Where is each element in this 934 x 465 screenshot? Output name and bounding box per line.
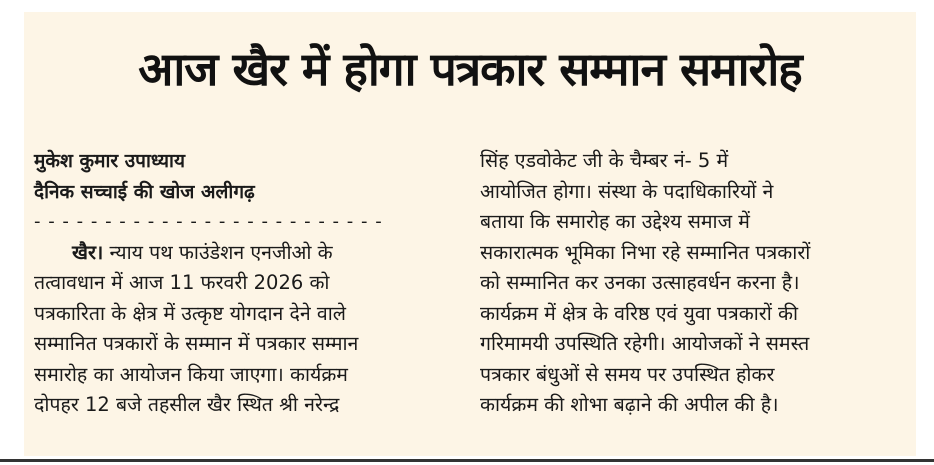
article-line: कार्यक्रम की शोभा बढ़ाने की अपील की है। — [480, 393, 779, 416]
article-line: तत्वावधान में आज 11 फरवरी 2026 को — [34, 271, 330, 294]
news-clipping — [24, 12, 916, 456]
article-line — [34, 238, 459, 269]
bottom-rule — [0, 459, 934, 462]
byline-separator: - - - - - - - - - - - - - - - - - - - - - - - - - — [34, 211, 383, 232]
dateline: खैर। — [72, 240, 104, 264]
article-line: सिंह एडवोकेट जी के चैम्बर नं- 5 में — [480, 149, 729, 172]
article-line: पत्रकारिता के क्षेत्र में उत्कृष्ट योगदान देने वाले — [34, 301, 347, 325]
article-line-text: न्याय पथ फाउंडेशन एनजीओ के — [109, 240, 333, 264]
article-line: दोपहर 12 बजे तहसील खैर स्थित श्री नरेन्द्र — [34, 393, 340, 416]
article-line: को सम्मानित कर उनका उत्साहवर्धन करना है। — [480, 271, 800, 294]
article-line: सकारात्मक भूमिका निभा रहे सम्मानित पत्रकारों — [480, 240, 811, 264]
article-line: कार्यक्रम में क्षेत्र के वरिष्ठ एवं युवा पत्रकारों की — [480, 301, 799, 325]
headline: आज खैर में होगा पत्रकार सम्मान समारोह — [138, 42, 802, 96]
byline-publication: दैनिक सच्चाई की खोज अलीगढ़ — [34, 180, 255, 203]
article-line: समारोह का आयोजन किया जाएगा। कार्यक्रम — [34, 362, 348, 386]
byline-author: मुकेश कुमार उपाध्याय — [34, 150, 185, 172]
article-line: बताया कि समारोह का उद्देश्य समाज में — [480, 210, 750, 233]
article-column-left — [34, 146, 459, 421]
article-line: आयोजित होगा। संस्था के पदाधिकारियों ने — [480, 179, 774, 203]
article-line: पत्रकार बंधुओं से समय पर उपस्थित होकर — [480, 362, 775, 386]
article-column-right — [480, 146, 910, 421]
article-line: गरिमामयी उपस्थिति रहेगी। आयोजकों ने समस्त — [480, 332, 810, 355]
article-line: सम्मानित पत्रकारों के सम्मान में पत्रकार सम्मान — [34, 332, 359, 355]
